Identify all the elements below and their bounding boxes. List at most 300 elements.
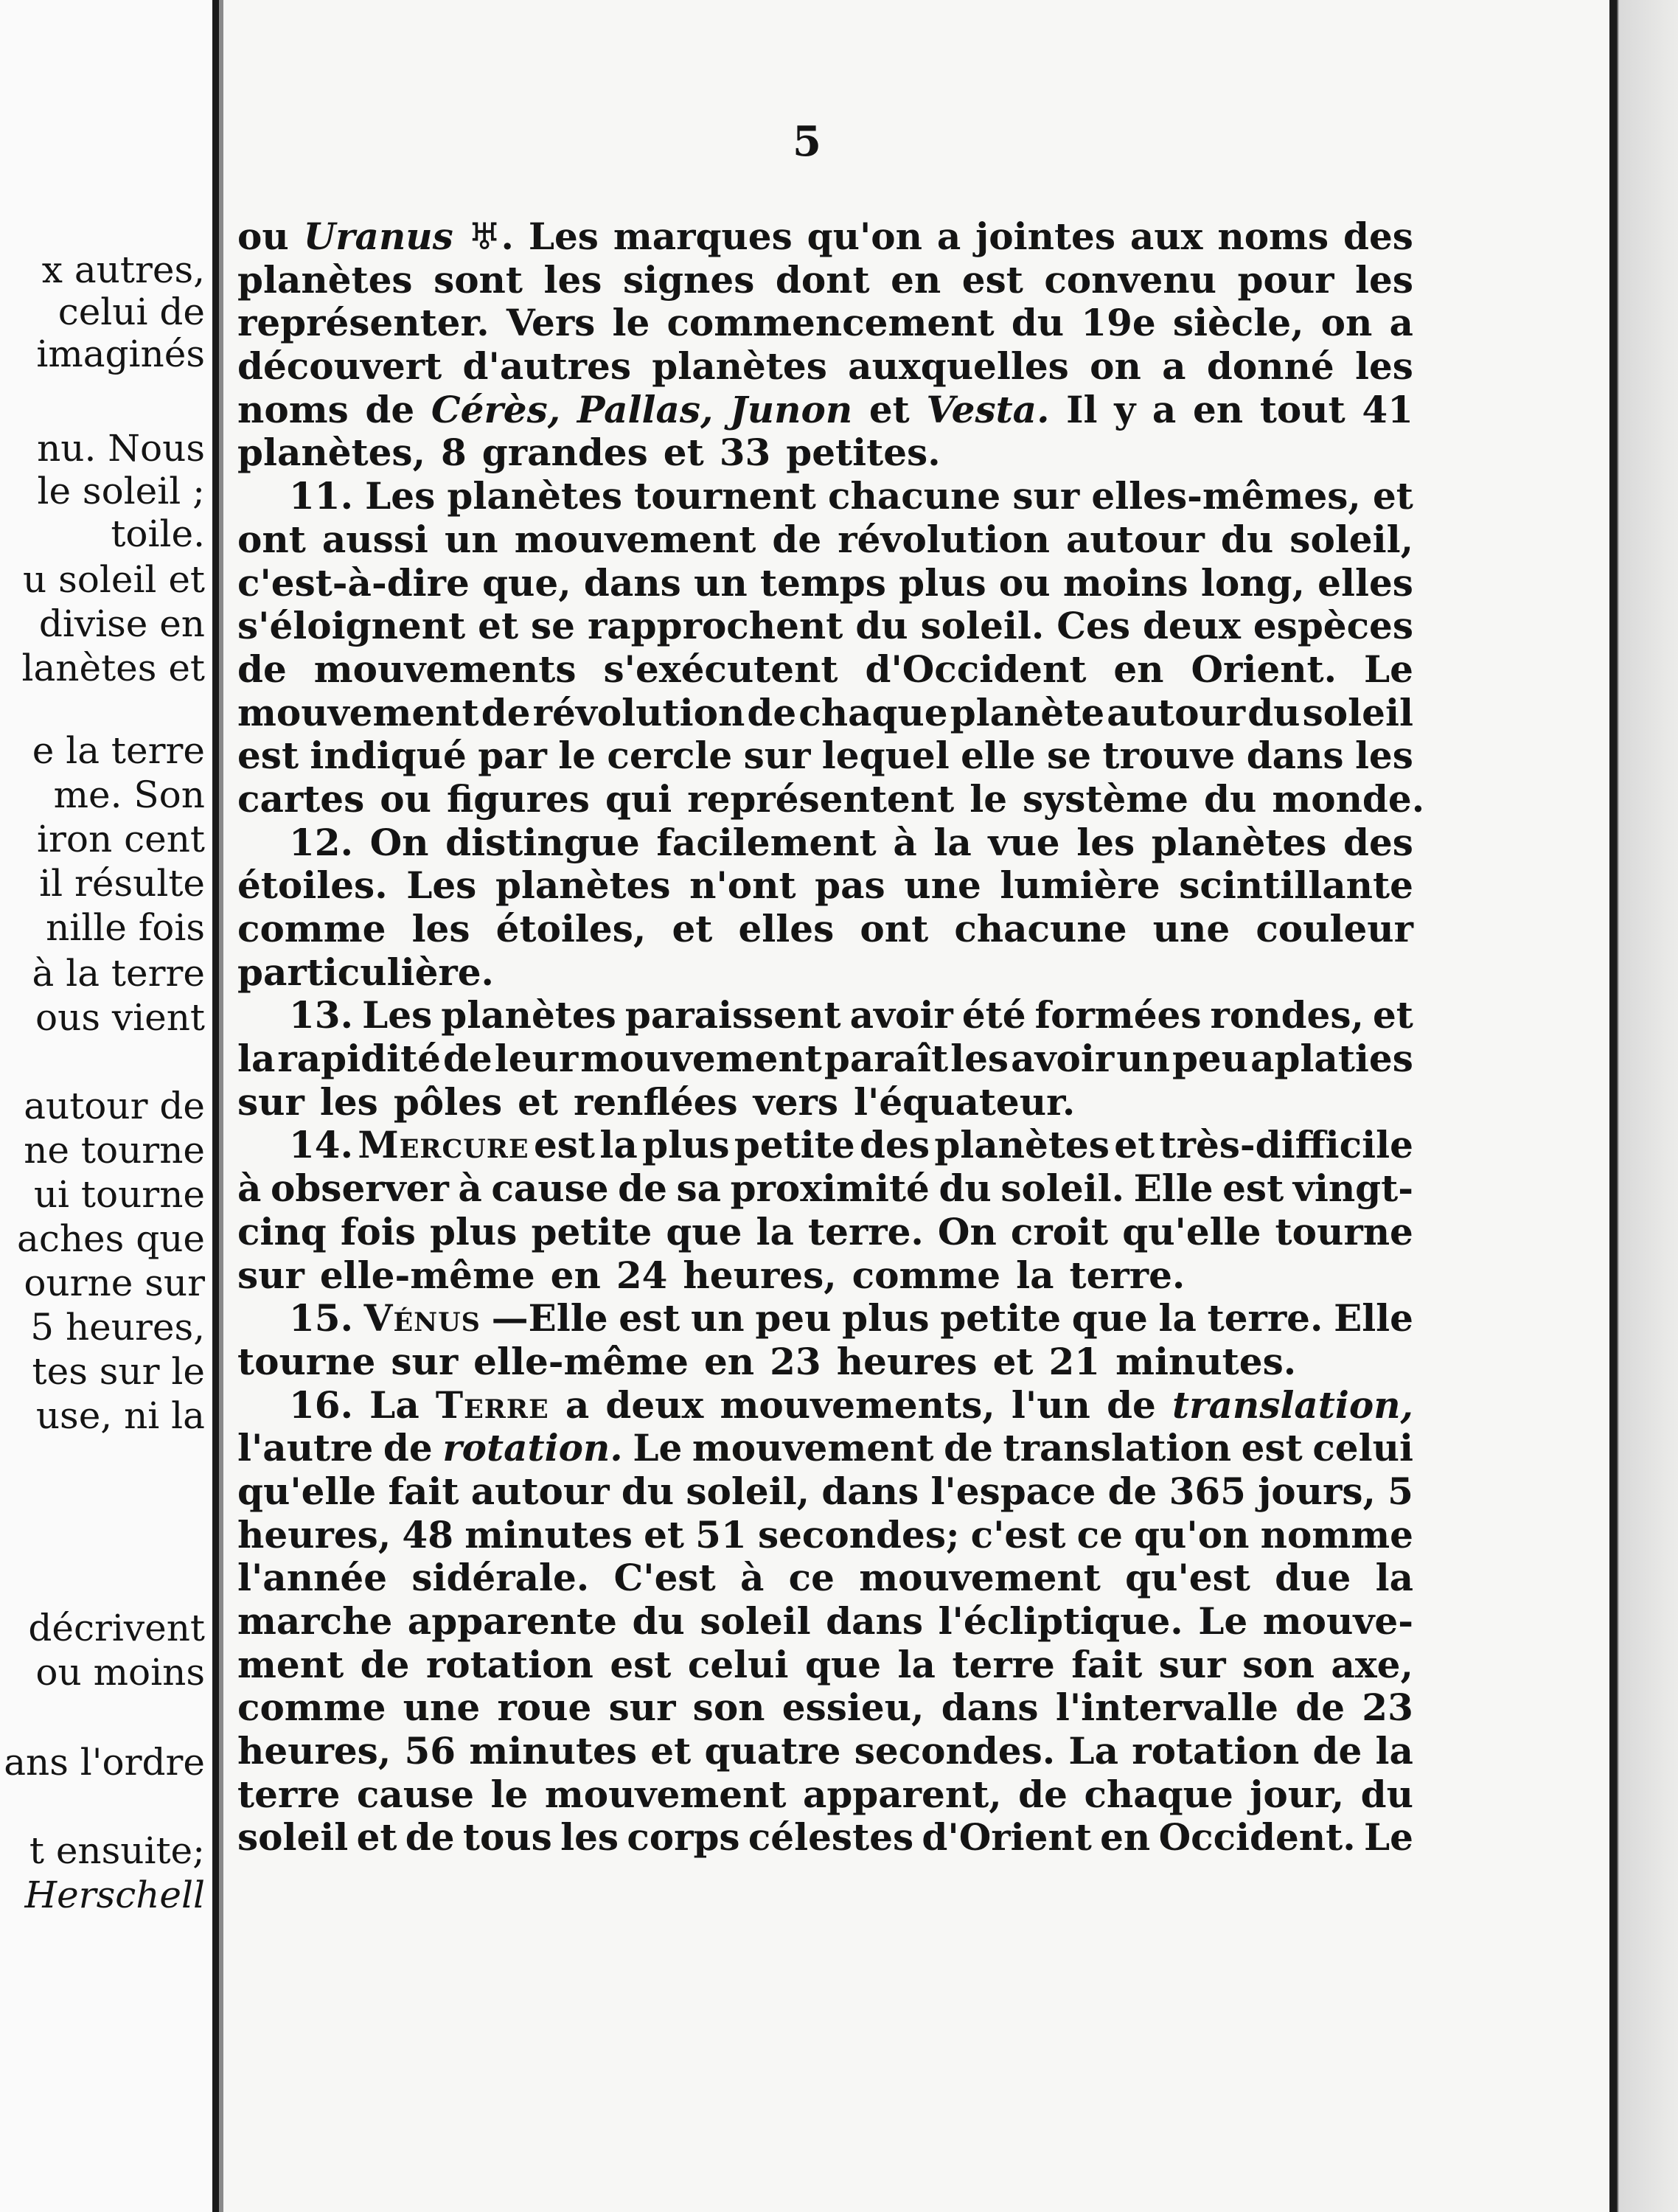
word: sur xyxy=(1158,1642,1226,1686)
word: de xyxy=(747,690,797,734)
word: aussi xyxy=(321,517,428,561)
word: ou xyxy=(998,560,1051,605)
word: celui xyxy=(1312,1426,1413,1470)
word: du xyxy=(1247,690,1301,734)
word: jointes xyxy=(975,215,1115,258)
text-line xyxy=(237,734,1413,778)
word: marques xyxy=(613,215,793,258)
word: de xyxy=(618,1166,667,1211)
word: tout xyxy=(1259,387,1345,431)
word: dans xyxy=(583,560,681,605)
word: dans xyxy=(941,1686,1039,1730)
word: chacune xyxy=(954,907,1127,950)
word: petite xyxy=(531,1209,652,1253)
word: facilement xyxy=(656,820,877,864)
word: noms xyxy=(1217,215,1329,258)
word: du xyxy=(1204,776,1257,821)
word: minutes. xyxy=(1115,1339,1297,1383)
word: espèces xyxy=(1253,604,1413,648)
word: de xyxy=(383,1426,433,1470)
word: de xyxy=(944,1426,993,1470)
word: une xyxy=(1152,907,1230,950)
word: mouvement xyxy=(580,1037,822,1081)
word: mouvement xyxy=(237,690,479,734)
word: c'est xyxy=(970,1512,1066,1557)
word: 51 xyxy=(695,1512,747,1557)
text-line xyxy=(237,1600,1413,1644)
word: découvert xyxy=(237,344,442,389)
word: la xyxy=(756,1209,794,1253)
word: peu xyxy=(755,1296,832,1340)
word: plus xyxy=(899,560,986,605)
word: On xyxy=(369,820,429,864)
word: paraît xyxy=(824,1037,949,1081)
word: corps xyxy=(627,1815,740,1860)
word: l'intervalle xyxy=(1055,1686,1278,1730)
text-line xyxy=(237,215,1413,259)
previous-page-line: ne tourne xyxy=(24,1129,205,1172)
word: une xyxy=(403,1686,481,1730)
word: ont xyxy=(860,907,929,950)
word: planètes xyxy=(441,993,616,1037)
word: un xyxy=(1116,1037,1170,1081)
word: fois xyxy=(340,1209,416,1253)
word: dont xyxy=(775,257,870,302)
word: qu'elle xyxy=(1122,1209,1261,1253)
word: de xyxy=(365,387,415,431)
word: Vénus xyxy=(363,1296,481,1340)
word: Vesta. xyxy=(926,387,1050,431)
word: planètes xyxy=(495,863,671,908)
word: 15. xyxy=(289,1296,353,1340)
word: sur xyxy=(743,734,811,778)
word: pas xyxy=(815,863,885,908)
word: avoir xyxy=(849,993,953,1037)
word: 13. xyxy=(289,993,353,1037)
word: n'ont xyxy=(689,863,796,908)
word: deux xyxy=(1142,604,1241,648)
word: Le xyxy=(1198,1599,1248,1643)
previous-page-line: autour de xyxy=(24,1085,205,1127)
word: roue xyxy=(497,1686,592,1730)
word: croit xyxy=(1010,1209,1109,1253)
word: rapprochent xyxy=(587,604,843,648)
word: axe, xyxy=(1331,1642,1413,1686)
word: —Elle xyxy=(491,1296,608,1340)
word: Les xyxy=(528,215,599,258)
text-line xyxy=(237,908,1413,951)
word: de xyxy=(1312,1729,1362,1773)
word: la xyxy=(237,1037,276,1081)
word: rondes, xyxy=(1210,993,1364,1037)
previous-page-line: lanètes et xyxy=(21,647,205,689)
word: 41 xyxy=(1362,387,1413,431)
word: l'écliptique. xyxy=(938,1599,1183,1643)
word: pour xyxy=(1237,257,1334,302)
word: ont xyxy=(237,517,306,561)
word: trouve xyxy=(1102,734,1236,778)
word: elles xyxy=(738,907,835,950)
word: celui xyxy=(687,1642,789,1686)
word: fait xyxy=(1071,1642,1143,1686)
word: célestes xyxy=(748,1815,914,1860)
word: terre. xyxy=(1207,1296,1323,1340)
word: terre. xyxy=(1069,1253,1186,1297)
word: la xyxy=(1158,1296,1197,1340)
previous-page-line: x autres, xyxy=(41,248,205,291)
word: due xyxy=(1275,1556,1351,1600)
previous-page-line: divise en xyxy=(38,602,205,645)
previous-page-line: Herschell xyxy=(24,1874,205,1916)
word: distingue xyxy=(445,820,640,864)
word: Le xyxy=(1364,647,1413,691)
word: est xyxy=(237,734,299,778)
word: planètes xyxy=(652,344,827,389)
word: convenu xyxy=(1044,257,1217,302)
word: est xyxy=(533,1123,596,1167)
word: sur xyxy=(237,1253,304,1297)
word: se xyxy=(531,604,575,648)
word: une xyxy=(904,863,981,908)
word: proximité xyxy=(730,1166,930,1211)
word: 365 xyxy=(1169,1469,1246,1513)
word: chaque xyxy=(798,690,948,734)
word: ♅. xyxy=(467,215,514,258)
word: par xyxy=(478,734,547,778)
word: secondes. xyxy=(854,1729,1056,1773)
previous-page-line: aches que xyxy=(17,1217,205,1260)
text-line xyxy=(237,1384,1413,1427)
word: représenter. xyxy=(237,301,490,345)
word: de xyxy=(1107,1382,1156,1427)
word: de xyxy=(1295,1686,1345,1730)
word: tourne xyxy=(1275,1209,1413,1253)
word: particulière. xyxy=(237,950,494,994)
word: tourne xyxy=(237,1339,376,1383)
word: renflées xyxy=(574,1079,738,1124)
previous-page-line: e la terre xyxy=(32,729,205,772)
word: les xyxy=(543,257,602,302)
text-line xyxy=(237,951,1413,995)
word: ou xyxy=(237,215,289,258)
word: vingt- xyxy=(1292,1166,1413,1211)
word: sont xyxy=(434,257,523,302)
word: à xyxy=(458,1166,482,1211)
word: siècle, xyxy=(1172,301,1304,345)
word: des xyxy=(1343,820,1413,864)
word: apparent, xyxy=(802,1772,1002,1816)
word: observer xyxy=(270,1166,449,1211)
word: du xyxy=(621,1469,675,1513)
word: Cérès, xyxy=(431,387,561,431)
word: un xyxy=(690,1296,745,1340)
word: grandes xyxy=(481,431,648,475)
word: jour, xyxy=(1250,1772,1345,1816)
word: d'Orient xyxy=(922,1815,1092,1860)
word: soleil xyxy=(700,1599,811,1643)
word: à xyxy=(237,1166,262,1211)
previous-page-line: u soleil et xyxy=(23,558,205,601)
word: donné xyxy=(1206,344,1334,389)
word: les xyxy=(1355,344,1413,389)
word: cartes xyxy=(237,776,365,821)
word: formées xyxy=(1034,993,1202,1037)
word: nomme xyxy=(1260,1512,1413,1557)
word: monde. xyxy=(1272,776,1425,821)
word: comme xyxy=(237,1686,386,1730)
word: dans xyxy=(821,1469,919,1513)
page-edge xyxy=(1609,0,1678,2212)
word: peu xyxy=(1172,1037,1249,1081)
word: Les xyxy=(362,993,433,1037)
text-line xyxy=(237,1644,1413,1687)
word: de xyxy=(237,647,287,691)
word: plus xyxy=(642,1123,730,1167)
word: chacune xyxy=(828,474,1001,518)
text-line xyxy=(237,1124,1413,1167)
word: est xyxy=(1222,1166,1284,1211)
word: Il xyxy=(1066,387,1098,431)
word: à xyxy=(893,820,917,864)
word: mouve- xyxy=(1262,1599,1413,1643)
word: Junon xyxy=(730,387,853,431)
word: les xyxy=(1354,734,1413,778)
word: soleil. xyxy=(920,604,1045,648)
word: long, xyxy=(1200,560,1305,605)
word: et xyxy=(518,1079,559,1124)
word: est xyxy=(619,1296,680,1340)
word: sur xyxy=(608,1686,676,1730)
word: Elle xyxy=(1334,1296,1413,1340)
previous-page-line: imaginés xyxy=(36,333,205,375)
word: son xyxy=(692,1686,765,1730)
word: y xyxy=(1114,387,1136,431)
previous-page-line: à la terre xyxy=(32,952,205,995)
text-line xyxy=(237,389,1413,432)
word: que xyxy=(804,1642,882,1686)
word: elles xyxy=(1317,560,1413,605)
word: 19e xyxy=(1081,301,1156,345)
word: représentent xyxy=(687,776,955,821)
word: soleil, xyxy=(686,1469,810,1513)
word: en xyxy=(1192,387,1244,431)
word: un xyxy=(444,517,498,561)
word: et xyxy=(1372,474,1413,518)
text-line xyxy=(237,475,1413,518)
word: temps xyxy=(759,560,886,605)
word: et xyxy=(1372,993,1413,1037)
text-line xyxy=(237,431,1413,475)
word: deux xyxy=(605,1382,704,1427)
word: à xyxy=(739,1556,765,1600)
text-line xyxy=(237,1773,1413,1817)
word: aplaties xyxy=(1250,1037,1413,1081)
word: heures, xyxy=(237,1512,391,1557)
word: tous xyxy=(462,1815,552,1860)
word: aux xyxy=(1129,215,1203,258)
word: comme xyxy=(852,1253,1001,1297)
previous-page-line: ui tourne xyxy=(33,1173,205,1216)
word: qu'on xyxy=(1134,1512,1250,1557)
word: été xyxy=(961,993,1026,1037)
word: scintillante xyxy=(1179,863,1413,908)
word: dans xyxy=(1246,734,1344,778)
word: des xyxy=(860,1123,930,1167)
word: soleil, xyxy=(1289,517,1413,561)
word: du xyxy=(939,1166,992,1211)
word: Terre xyxy=(435,1382,549,1427)
word: sa xyxy=(676,1166,722,1211)
word: apparente xyxy=(407,1599,617,1643)
word: et xyxy=(663,431,704,475)
word: de xyxy=(360,1642,410,1686)
word: 5 xyxy=(1388,1469,1413,1513)
text-line xyxy=(237,302,1413,345)
word: marche xyxy=(237,1599,393,1643)
word: du xyxy=(855,604,908,648)
word: Vers xyxy=(506,301,596,345)
text-line xyxy=(237,605,1413,648)
word: cause xyxy=(491,1166,609,1211)
word: Le xyxy=(633,1426,683,1470)
word: révolution xyxy=(532,690,745,734)
word: heures xyxy=(836,1339,978,1383)
word: a xyxy=(565,1382,590,1427)
word: d'autres xyxy=(462,344,631,389)
word: elle-même xyxy=(319,1253,535,1297)
word: Occident. xyxy=(1158,1815,1356,1860)
word: commencement xyxy=(666,301,995,345)
word: rotation xyxy=(425,1642,593,1686)
word: terre xyxy=(237,1772,341,1816)
word: 48 xyxy=(402,1512,454,1557)
word: l'un xyxy=(1011,1382,1090,1427)
word: et xyxy=(992,1339,1034,1383)
word: Pallas, xyxy=(577,387,714,431)
word: sur xyxy=(391,1339,459,1383)
text-line xyxy=(237,1211,1413,1254)
text-line xyxy=(237,1557,1413,1600)
word: de xyxy=(1018,1772,1068,1816)
word: petite xyxy=(940,1296,1062,1340)
word: la xyxy=(1016,1253,1054,1297)
word: et xyxy=(650,1729,692,1773)
word: petite xyxy=(734,1123,855,1167)
previous-page-line: le soleil ; xyxy=(37,470,205,512)
word: et xyxy=(644,1512,684,1557)
word: tournent xyxy=(634,474,816,518)
word: 16. xyxy=(289,1382,353,1427)
word: planètes xyxy=(1151,820,1327,864)
word: est xyxy=(1241,1426,1303,1470)
word: se xyxy=(1047,734,1092,778)
text-line xyxy=(237,1167,1413,1211)
word: 33 xyxy=(719,431,771,475)
word: les xyxy=(950,1037,1009,1081)
word: a xyxy=(936,215,961,258)
text-line xyxy=(237,1297,1413,1340)
text-line xyxy=(237,864,1413,908)
word: elle xyxy=(961,734,1036,778)
word: rotation xyxy=(1132,1729,1300,1773)
word: elle-même xyxy=(473,1339,689,1383)
word: autour xyxy=(470,1469,610,1513)
word: s'exécutent xyxy=(603,647,838,691)
word: sur xyxy=(237,1079,304,1124)
word: cause xyxy=(356,1772,475,1816)
text-line xyxy=(237,1730,1413,1773)
word: le xyxy=(969,776,1008,821)
word: et xyxy=(478,604,519,648)
word: révolution xyxy=(838,517,1050,561)
word: Ces xyxy=(1056,604,1131,648)
word: 21 xyxy=(1048,1339,1101,1383)
word: la xyxy=(933,820,972,864)
word: Uranus xyxy=(303,215,453,258)
word: 11. xyxy=(289,474,353,518)
word: dans xyxy=(826,1599,924,1643)
word: Mercure xyxy=(358,1123,529,1167)
text-line xyxy=(237,821,1413,865)
previous-page-line: celui de xyxy=(58,291,205,333)
word: vue xyxy=(988,820,1060,864)
page-gutter xyxy=(212,0,219,2212)
word: Les xyxy=(406,863,477,908)
word: vers xyxy=(753,1079,839,1124)
word: mouvement xyxy=(859,1556,1101,1600)
word: étoiles. xyxy=(237,863,388,908)
page-number: 5 xyxy=(793,117,821,166)
body-text xyxy=(237,215,1425,1860)
previous-page-line: t ensuite; xyxy=(29,1829,205,1872)
word: auxquelles xyxy=(848,344,1069,389)
word: terre. xyxy=(808,1209,924,1253)
word: comme xyxy=(237,907,386,950)
word: 56 xyxy=(404,1729,456,1773)
word: mouvement xyxy=(692,1426,934,1470)
word: terre xyxy=(952,1642,1055,1686)
text-line xyxy=(237,692,1413,735)
word: en xyxy=(1100,1815,1151,1860)
word: avoir xyxy=(1011,1037,1115,1081)
word: Elle xyxy=(1133,1166,1214,1211)
previous-page-fragment xyxy=(0,0,212,2212)
word: a xyxy=(1152,387,1177,431)
word: étoiles, xyxy=(495,907,647,950)
word: fait xyxy=(388,1469,459,1513)
text-line xyxy=(237,1037,1413,1081)
word: 8 xyxy=(440,431,467,475)
word: du xyxy=(1220,517,1274,561)
previous-page-line: tes sur le xyxy=(32,1350,205,1393)
word: translation, xyxy=(1172,1382,1413,1427)
text-line xyxy=(237,1686,1413,1730)
word: 23 xyxy=(770,1339,821,1383)
word: chaque xyxy=(1084,1772,1233,1816)
word: noms xyxy=(237,387,349,431)
word: de xyxy=(405,1815,455,1860)
word: du xyxy=(632,1599,685,1643)
word: moins xyxy=(1062,560,1188,605)
word: rotation. xyxy=(442,1426,623,1470)
word: de xyxy=(1107,1469,1157,1513)
word: translation xyxy=(1003,1426,1232,1470)
previous-page-line: ourne sur xyxy=(24,1262,205,1304)
word: leur xyxy=(494,1037,579,1081)
word: plus xyxy=(842,1296,930,1340)
word: ou xyxy=(380,776,431,821)
word: 23 xyxy=(1362,1686,1413,1730)
